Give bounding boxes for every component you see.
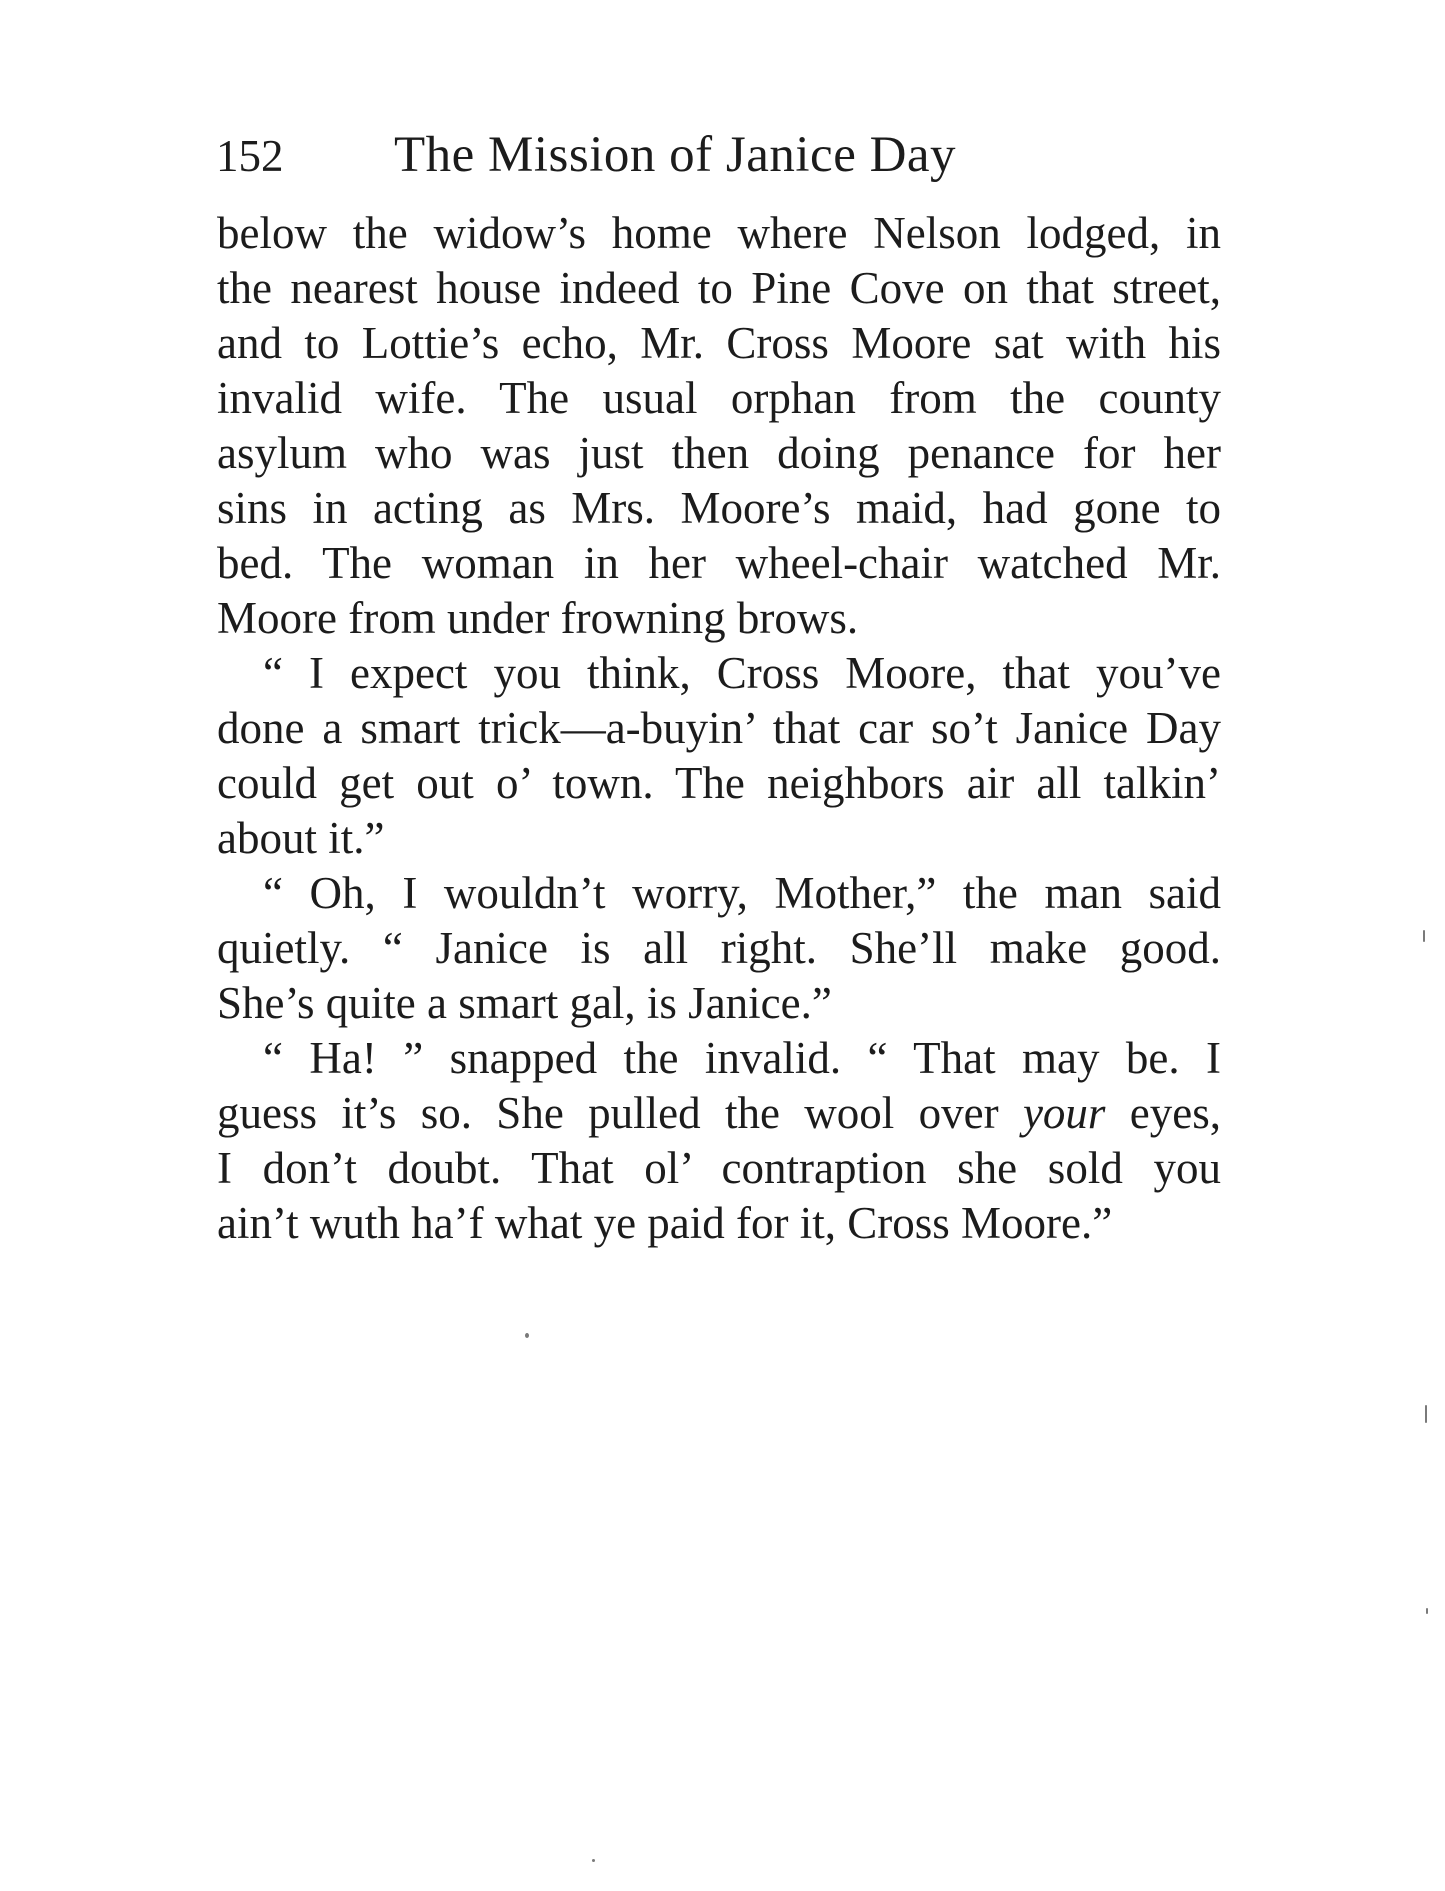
running-title: The Mission of Janice Day <box>394 127 957 183</box>
scan-speck <box>525 1333 529 1338</box>
scan-speck <box>1425 1405 1427 1423</box>
text-line: bed. The woman in her wheel-chair watched Mr. <box>217 538 1221 588</box>
text-line: “ I expect you think, Cross Moore, that you’ve <box>263 648 1221 698</box>
text-line: and to Lottie’s echo, Mr. Cross Moore sat with his <box>217 318 1221 368</box>
text-line: about it.” <box>217 813 385 863</box>
text-line: sins in acting as Mrs. Moore’s maid, had gone to <box>217 483 1221 533</box>
text-line: Moore from under frowning brows. <box>217 593 859 643</box>
text-line: could get out o’ town. The neighbors air all talkin’ <box>217 758 1221 808</box>
text-line: She’s quite a smart gal, is Janice.” <box>217 978 832 1028</box>
text-line: “ Oh, I wouldn’t worry, Mother,” the man said <box>263 868 1221 918</box>
text-line: below the widow’s home where Nelson lodged, in <box>217 208 1221 258</box>
body-text <box>217 206 1221 1251</box>
text-line: the nearest house indeed to Pine Cove on that street, <box>217 263 1221 313</box>
text-line: “ Ha! ” snapped the invalid. “ That may be. I <box>263 1033 1221 1083</box>
scan-speck <box>592 1859 595 1862</box>
text-line: asylum who was just then doing penance for her <box>217 428 1221 478</box>
text-line: done a smart trick—a-buyin’ that car so’t Janice Day <box>217 703 1221 753</box>
text-line: invalid wife. The usual orphan from the county <box>217 373 1221 423</box>
scan-speck <box>1423 930 1425 942</box>
text-line: quietly. “ Janice is all right. She’ll make good. <box>217 923 1221 973</box>
text-line: I don’t doubt. That ol’ contraption she sold you <box>217 1143 1221 1193</box>
text-line: guess it’s so. She pulled the wool over your eyes, <box>217 1088 1221 1138</box>
text-line: ain’t wuth ha’f what ye paid for it, Cross Moore.” <box>217 1198 1113 1248</box>
scan-speck <box>1426 1608 1428 1614</box>
page-number: 152 <box>216 131 284 181</box>
running-head <box>216 120 1216 190</box>
